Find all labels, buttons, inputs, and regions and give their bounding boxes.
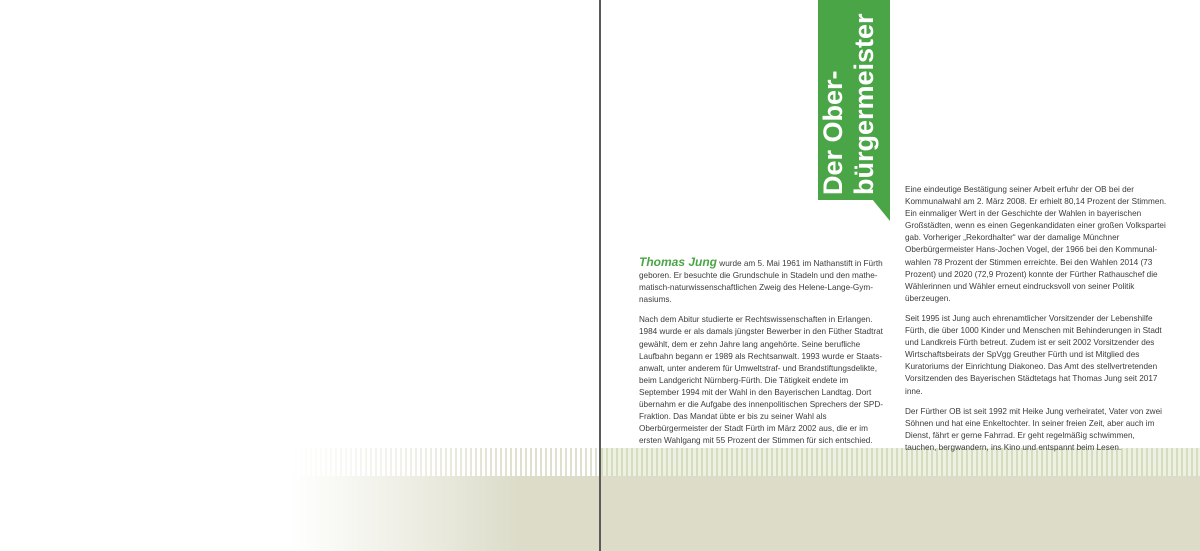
- intro-paragraph: [639, 256, 889, 306]
- page-spine: [599, 0, 601, 551]
- election-paragraph: Eine eindeutige Bestätigung seiner Arbeit erfuhr der OB bei der Kommunalwahl am 2. März 2008. Er erhielt 80,14 Prozent der Stimmen. Ein einmaliger Wert in der Geschichte der Wahlen in bayerischen Großstädten, wenn es einen Gegenkandidaten einer großen Volkspartei gab. Vorheriger „Rekordhalter“ war der damalige Münchner Oberbürgermeister Hans-Jochen Vogel, der 1966 bei den Kommunalwahlen 78 Prozent der Stimmen erreichte. Bei den Wahlen 2014 (73 Prozent) und 2020 (72,9 Prozent) konnte der Fürther Rathauschef die Wählerinnen und Wähler erneut eindrucksvoll von seiner Politik überzeugen.: [905, 185, 1167, 303]
- right-text-column: [905, 184, 1167, 462]
- intro-text: wurde am 5. Mai 1961 im Nathanstift in Fürth geboren. Er besuchte die Grundschule in Stadeln und den mathematisch-naturwissenschaftlichen Zweig des Helene-Lange-Gymnasiums.: [639, 259, 883, 305]
- left-page-fade: [0, 440, 600, 551]
- left-text-column: [639, 256, 889, 455]
- title-line-2: bürgermeister: [849, 13, 879, 195]
- page-title: [818, 5, 888, 195]
- private-paragraph: Der Fürther OB ist seit 1992 mit Heike Jung verheiratet, Vater von zwei Söhnen und hat eine Enkeltochter. In seiner freien Zeit, aber auch im Dienst, fährt er gerne Fahrrad. Er geht regelmäßig schwimmen, tauchen, bergwandern, ins Kino und entspannt beim Lesen.: [905, 406, 1162, 452]
- honorary-paragraph: Seit 1995 ist Jung auch ehrenamtlicher Vorsitzender der Lebenshilfe Fürth, die über 1000 Kinder und Menschen mit Behinderungen in Stadt und Landkreis Fürth betreut. Zudem ist er seit 2002 Vorsitzender des Wirtschaftsbeirats der SpVgg Greuther Fürth und ist Mitglied des Kuratoriums der Einrichtung Diakoneo. Das Amt des stellvertretenden Vorsitzenden des Bayerischen Städtetags hat Thomas Jung seit 2017 inne.: [905, 313, 1162, 396]
- career-paragraph: Nach dem Abitur studierte er Rechtswissenschaften in Erlangen. 1984 wurde er als damals jüngster Bewerber in den Füther Stadtrat gewählt, dem er zehn Jahre lang angehörte. Seine berufliche Laufbahn begann er 1989 als Rechtsanwalt. 1993 wurde er Staatsanwalt, unter anderem für Umweltstraf- und Brandstiftungsdelikte, beim Landgericht Nürnberg-Fürth. Die Tätigkeit endete im September 1994 mit der Wahl in den Bayerischen Landtag. Dort übernahm er die Aufgabe des innenpolitischen Sprechers der SPD-Fraktion. Das Mandat übte er bis zu seiner Wahl als Oberbürgermeister der Stadt Fürth im März 2002 aus, die er im ersten Wahlgang mit 55 Prozent der Stimmen für sich entschied.: [639, 315, 883, 446]
- title-tab-notch: [872, 199, 890, 221]
- title-line-1: Der Ober-: [818, 70, 848, 195]
- person-name: Thomas Jung: [639, 255, 718, 269]
